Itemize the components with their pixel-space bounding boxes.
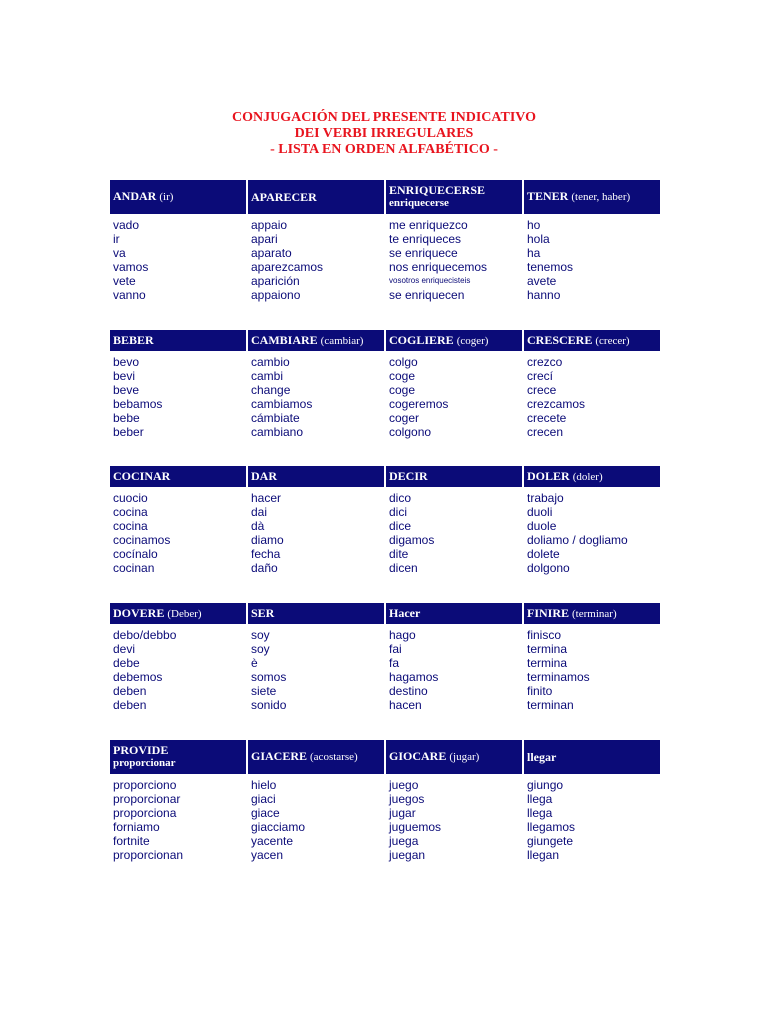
conjugation-column xyxy=(524,491,660,575)
conjugation-form: hacer xyxy=(251,491,282,505)
conjugation-form: destino xyxy=(389,684,428,698)
conjugation-form: beve xyxy=(113,383,140,397)
conjugation-form: nos enriquecemos xyxy=(389,260,488,274)
conjugation-form: crecen xyxy=(527,425,564,439)
conjugation-column xyxy=(110,491,246,575)
header-cell: CAMBIARE (cambiar) xyxy=(248,330,384,351)
conjugation-column xyxy=(524,778,660,862)
header-cell: FINIRE (terminar) xyxy=(524,603,660,624)
conjugation-form: ha xyxy=(527,246,541,260)
header-cell: CRESCERE (crecer) xyxy=(524,330,660,351)
conjugation-form: debo/debbo xyxy=(113,628,177,642)
conjugation-form: va xyxy=(113,246,126,260)
conjugation-form: cámbiate xyxy=(251,411,300,425)
conjugation-form: dai xyxy=(251,505,268,519)
conjugation-form: è xyxy=(251,656,258,670)
header-cell: ANDAR (ir) xyxy=(110,180,246,214)
conjugation-form: terminamos xyxy=(527,670,590,684)
conjugation-column xyxy=(110,355,246,439)
conjugation-form: vanno xyxy=(113,288,146,302)
header-cell: COCINAR xyxy=(110,466,246,487)
conjugation-form: aparezcamos xyxy=(251,260,324,274)
verb-block-cocinar xyxy=(110,466,666,575)
verb-block-dovere xyxy=(110,603,666,712)
header-cell: DOVERE (Deber) xyxy=(110,603,246,624)
conjugation-form: proporciono xyxy=(113,778,177,792)
conjugation-form: hola xyxy=(527,232,550,246)
conjugation-form: juega xyxy=(389,834,419,848)
conjugation-form: aparato xyxy=(251,246,292,260)
conjugation-form: soy xyxy=(251,642,270,656)
conjugation-form: vamos xyxy=(113,260,149,274)
conjugation-form: cambi xyxy=(251,369,284,383)
verb-block-andar xyxy=(110,180,666,302)
conjugation-column xyxy=(110,628,246,712)
conjugation-form: juguemos xyxy=(389,820,442,834)
conjugation-form: ho xyxy=(527,218,541,232)
header-cell: llegar xyxy=(524,740,660,774)
conjugation-form: sonido xyxy=(251,698,287,712)
conjugation-form: somos xyxy=(251,670,287,684)
header-cell: GIACERE (acostarse) xyxy=(248,740,384,774)
conjugation-form: siete xyxy=(251,684,277,698)
conjugation-form: crecete xyxy=(527,411,567,425)
conjugation-form: giacciamo xyxy=(251,820,306,834)
conjugation-form: crezco xyxy=(527,355,563,369)
conjugation-form: fortnite xyxy=(113,834,150,848)
conjugation-form: deben xyxy=(113,698,147,712)
conjugation-form: llegan xyxy=(527,848,560,862)
conjugation-form: te enriqueces xyxy=(389,232,462,246)
conjugation-form: proporcionan xyxy=(113,848,184,862)
conjugation-form: cocínalo xyxy=(113,547,158,561)
document-title xyxy=(0,110,768,158)
conjugation-form: hago xyxy=(389,628,416,642)
conjugation-form: bevo xyxy=(113,355,140,369)
header-cell: GIOCARE (jugar) xyxy=(386,740,522,774)
conjugation-form: daño xyxy=(251,561,278,575)
conjugation-form: cocinan xyxy=(113,561,155,575)
conjugation-form: cuocio xyxy=(113,491,148,505)
conjugation-column xyxy=(524,355,660,439)
conjugation-column xyxy=(386,491,522,575)
conjugation-column xyxy=(248,778,384,862)
conjugation-form: vosotros enriquecisteis xyxy=(389,276,471,285)
conjugation-form: jugar xyxy=(389,806,416,820)
title-line-3: - LISTA EN ORDEN ALFABÉTICO - xyxy=(270,142,498,157)
conjugation-form: llega xyxy=(527,792,553,806)
conjugation-form: cocina xyxy=(113,519,148,533)
conjugation-form: termina xyxy=(527,642,568,656)
header-row xyxy=(110,603,666,624)
conjugation-form: dico xyxy=(389,491,412,505)
conjugation-form: se enriquece xyxy=(389,246,458,260)
conjugation-form: cambiano xyxy=(251,425,304,439)
conjugation-form: vado xyxy=(113,218,140,232)
conjugation-form: giaci xyxy=(251,792,276,806)
conjugation-form: bevi xyxy=(113,369,136,383)
conjugation-form: dicen xyxy=(389,561,418,575)
conjugation-form: juegos xyxy=(389,792,425,806)
conjugation-form: hacen xyxy=(389,698,422,712)
conjugation-form: coger xyxy=(389,411,420,425)
conjugation-form: hanno xyxy=(527,288,561,302)
conjugation-form: coge xyxy=(389,383,416,397)
conjugation-form: proporciona xyxy=(113,806,177,820)
conjugation-form: juegan xyxy=(389,848,426,862)
conjugation-form: dici xyxy=(389,505,408,519)
conjugation-column xyxy=(524,628,660,712)
conjugation-form: fai xyxy=(389,642,402,656)
conjugation-form: tenemos xyxy=(527,260,574,274)
conjugation-form: yacen xyxy=(251,848,284,862)
conjugation-column xyxy=(524,218,660,302)
conjugation-form: cogeremos xyxy=(389,397,449,411)
conjugation-column xyxy=(110,778,246,862)
conjugation-column xyxy=(386,218,522,302)
conjugation-form: duole xyxy=(527,519,557,533)
conjugation-form: crezcamos xyxy=(527,397,586,411)
conjugation-form: giungete xyxy=(527,834,574,848)
conjugation-form: cambio xyxy=(251,355,290,369)
conjugation-form: hagamos xyxy=(389,670,439,684)
title-line-2: DEI VERBI IRREGULARES xyxy=(294,126,474,141)
header-cell: DECIR xyxy=(386,466,522,487)
conjugation-form: giace xyxy=(251,806,280,820)
conjugation-form: trabajo xyxy=(527,491,564,505)
conjugation-form: llega xyxy=(527,806,553,820)
conjugation-form: me enriquezco xyxy=(389,218,468,232)
conjugation-form: debe xyxy=(113,656,140,670)
header-cell: DOLER (doler) xyxy=(524,466,660,487)
conjugation-form: proporcionar xyxy=(113,792,181,806)
conjugation-form: colgono xyxy=(389,425,432,439)
conjugation-form: appaio xyxy=(251,218,288,232)
conjugation-form: soy xyxy=(251,628,270,642)
conjugation-form: termina xyxy=(527,656,568,670)
header-cell: PROVIDE proporcionar xyxy=(110,740,246,774)
conjugation-column xyxy=(248,218,384,302)
conjugation-form: dolgono xyxy=(527,561,570,575)
conjugation-form: avete xyxy=(527,274,557,288)
header-row xyxy=(110,330,666,351)
header-cell: DAR xyxy=(248,466,384,487)
header-row xyxy=(110,180,666,214)
conjugation-form: cocina xyxy=(113,505,148,519)
conjugation-form: appaiono xyxy=(251,288,301,302)
conjugation-form: digamos xyxy=(389,533,435,547)
title-line-1: CONJUGACIÓN DEL PRESENTE INDICATIVO xyxy=(231,110,536,125)
conjugation-form: crece xyxy=(527,383,557,397)
conjugation-form: terminan xyxy=(527,698,574,712)
conjugation-column xyxy=(248,355,384,439)
conjugation-form: apari xyxy=(251,232,278,246)
conjugation-form: debemos xyxy=(113,670,163,684)
header-cell: Hacer xyxy=(386,603,522,624)
header-cell: APARECER xyxy=(248,180,384,214)
conjugation-form: change xyxy=(251,383,291,397)
conjugation-form: finito xyxy=(527,684,553,698)
conjugation-form: hielo xyxy=(251,778,277,792)
header-cell: COGLIERE (coger) xyxy=(386,330,522,351)
conjugation-form: bebe xyxy=(113,411,140,425)
header-cell: SER xyxy=(248,603,384,624)
conjugation-column xyxy=(386,778,522,862)
conjugation-form: deben xyxy=(113,684,147,698)
conjugation-form: fa xyxy=(389,656,400,670)
conjugation-form: cambiamos xyxy=(251,397,313,411)
conjugation-form: doliamo / dogliamo xyxy=(527,533,628,547)
conjugation-column xyxy=(386,355,522,439)
conjugation-form: llegamos xyxy=(527,820,576,834)
conjugation-form: giungo xyxy=(527,778,564,792)
conjugation-form: beber xyxy=(113,425,144,439)
conjugation-form: colgo xyxy=(389,355,418,369)
conjugation-form: bebamos xyxy=(113,397,163,411)
conjugation-form: se enriquecen xyxy=(389,288,465,302)
conjugation-form: cocinamos xyxy=(113,533,171,547)
conjugation-form: dice xyxy=(389,519,412,533)
conjugation-column xyxy=(248,628,384,712)
header-row xyxy=(110,740,666,774)
conjugation-form: coge xyxy=(389,369,416,383)
conjugation-form: crecí xyxy=(527,369,554,383)
conjugation-form: yacente xyxy=(251,834,294,848)
conjugation-form: vete xyxy=(113,274,136,288)
conjugation-column xyxy=(386,628,522,712)
conjugation-form: dà xyxy=(251,519,265,533)
verb-block-beber xyxy=(110,330,666,439)
conjugation-form: forniamo xyxy=(113,820,160,834)
conjugation-form: duoli xyxy=(527,505,553,519)
conjugation-form: devi xyxy=(113,642,136,656)
conjugation-form: aparición xyxy=(251,274,300,288)
conjugation-form: diamo xyxy=(251,533,284,547)
conjugation-form: dolete xyxy=(527,547,560,561)
conjugation-form: ir xyxy=(113,232,120,246)
verb-block-provide xyxy=(110,740,666,862)
header-cell: ENRIQUECERSE enriquecerse xyxy=(386,180,522,214)
header-cell: TENER (tener, haber) xyxy=(524,180,660,214)
conjugation-form: juego xyxy=(389,778,419,792)
header-cell: BEBER xyxy=(110,330,246,351)
conjugation-column xyxy=(248,491,384,575)
header-row xyxy=(110,466,666,487)
conjugation-form: fecha xyxy=(251,547,281,561)
conjugation-column xyxy=(110,218,246,302)
conjugation-form: dite xyxy=(389,547,409,561)
conjugation-form: finisco xyxy=(527,628,562,642)
